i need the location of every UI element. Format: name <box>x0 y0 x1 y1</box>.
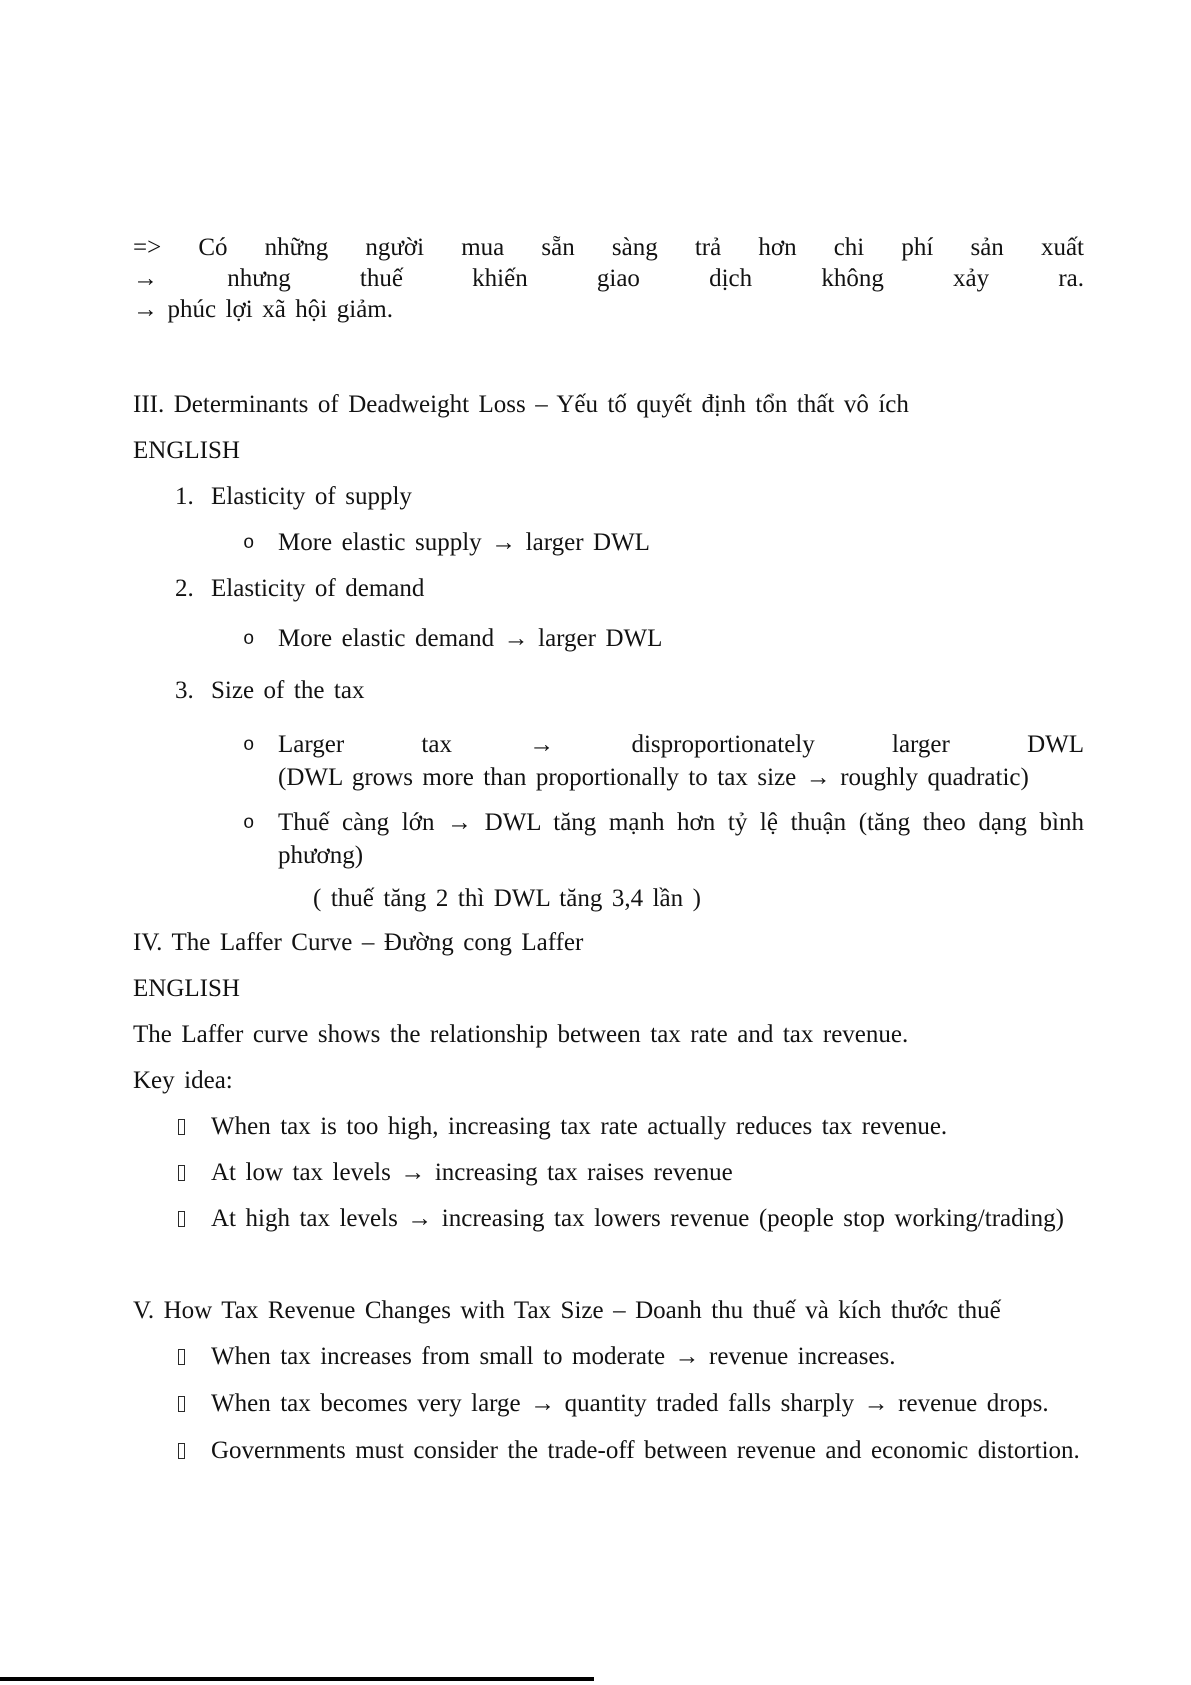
section-heading-iii: III. Determinants of Deadweight Loss – Yếu tố quyết định tổn thất vô ích <box>133 391 909 418</box>
list-number: 3. <box>175 677 194 704</box>
laffer-intro-paragraph: The Laffer curve shows the relationship between tax rate and tax revenue. <box>133 1021 909 1048</box>
bullet-item <box>133 1340 1084 1374</box>
section-heading-iv: IV. The Laffer Curve – Đường cong Laffer <box>133 929 584 956</box>
square-bullet-icon <box>178 1443 185 1459</box>
sub-list-item-line: phương) <box>278 842 364 869</box>
section-heading-v: V. How Tax Revenue Changes with Tax Size – Doanh thu thuế và kích thước thuế <box>133 1297 1001 1324</box>
bullet-item <box>133 1387 1084 1421</box>
list-item-label: Elasticity of demand <box>211 575 425 602</box>
page-bottom-bar <box>0 1677 594 1681</box>
bullet-item-label: When tax becomes very large → quantity traded falls sharply → revenue drops. <box>211 1390 1049 1417</box>
circle-bullet-icon: o <box>243 734 255 756</box>
circle-bullet-icon: o <box>243 628 255 650</box>
bullet-item <box>133 1202 1084 1236</box>
list-item-label: Elasticity of supply <box>211 483 412 510</box>
sub-list-item <box>133 728 1084 794</box>
square-bullet-icon <box>178 1165 185 1181</box>
square-bullet-icon <box>178 1119 185 1135</box>
sub-list-item <box>133 622 1084 656</box>
bullet-item-label: At low tax levels → increasing tax raises revenue <box>211 1159 733 1186</box>
intro-line-3: → phúc lợi xã hội giảm. <box>133 296 393 323</box>
bullet-item <box>133 1110 1084 1144</box>
square-bullet-icon <box>178 1211 185 1227</box>
sub-list-item-label: More elastic demand → larger DWL <box>278 625 663 652</box>
bullet-item-label: At high tax levels → increasing tax lowers revenue (people stop working/trading) <box>211 1205 1064 1232</box>
list-item-label: Size of the tax <box>211 677 365 704</box>
circle-bullet-icon: o <box>243 812 255 834</box>
sub-list-item-label: More elastic supply → larger DWL <box>278 529 650 556</box>
document-content <box>133 0 1084 1468</box>
list-item <box>133 572 1084 606</box>
bullet-item-label: When tax is too high, increasing tax rate actually reduces tax revenue. <box>211 1113 948 1140</box>
sub-list-item-line: Thuế càng lớn → DWL tăng mạnh hơn tỷ lệ thuận (tăng theo dạng bình <box>278 809 1084 836</box>
bullet-item-label: When tax increases from small to moderate → revenue increases. <box>211 1343 896 1370</box>
bullet-item <box>133 1156 1084 1190</box>
intro-line-2: → nhưng thuế khiến giao dịch không xảy ra. <box>133 265 1084 292</box>
bullet-item <box>133 1434 1084 1468</box>
square-bullet-icon <box>178 1396 185 1412</box>
list-number: 2. <box>175 575 194 602</box>
intro-line-1: => Có những người mua sẵn sàng trả hơn chi phí sản xuất <box>133 234 1084 261</box>
list-item <box>133 674 1084 708</box>
sub-list-item <box>133 526 1084 560</box>
english-label: ENGLISH <box>133 975 240 1002</box>
sub-list-item-line: Larger tax → disproportionately larger DWL <box>278 731 1084 758</box>
list-item <box>133 480 1084 514</box>
bullet-item-label: Governments must consider the trade-off between revenue and economic distortion. <box>211 1437 1080 1464</box>
sub-list-item <box>133 806 1084 872</box>
circle-bullet-icon: o <box>243 532 255 554</box>
key-idea-label: Key idea: <box>133 1067 233 1094</box>
note-line: ( thuế tăng 2 thì DWL tăng 3,4 lần ) <box>313 885 701 912</box>
english-label: ENGLISH <box>133 437 240 464</box>
sub-list-item-line: (DWL grows more than proportionally to tax size → roughly quadratic) <box>278 764 1029 791</box>
square-bullet-icon <box>178 1349 185 1365</box>
list-number: 1. <box>175 483 194 510</box>
